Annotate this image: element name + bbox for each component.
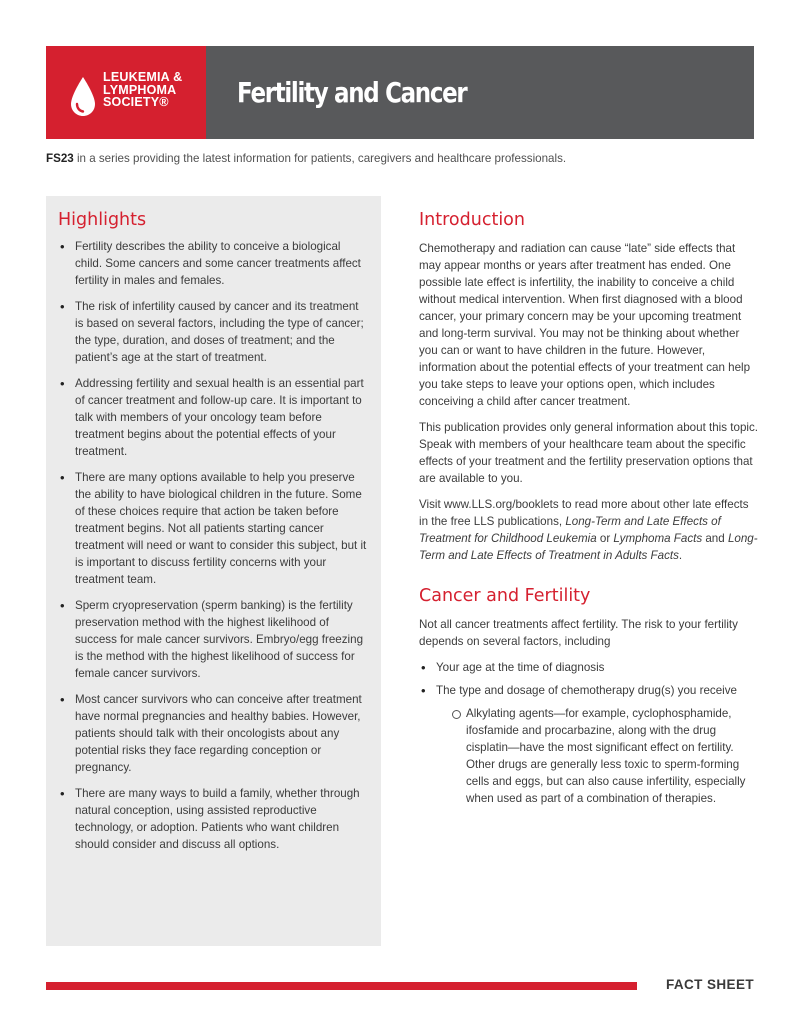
risk-factor-text: The type and dosage of chemotherapy drug(s) you receive	[436, 684, 737, 697]
cancer-fertility-intro: Not all cancer treatments affect fertility. The risk to your fertility depends on several factors, including	[419, 618, 738, 648]
footer-bar	[46, 982, 637, 990]
series-code: FS23	[46, 152, 74, 165]
publication-title-3: Long-Term and Late Effects of Treatment in Adults Facts	[419, 532, 758, 562]
highlights-panel	[46, 196, 381, 946]
joiner-and: and	[702, 532, 728, 545]
drug-sublist	[436, 705, 759, 807]
logo-line-2: LYMPHOMA	[103, 82, 177, 97]
highlight-item: • Fertility describes the ability to conceive a biological child. Some cancers and some cancer treatments affect fertility in males and females.	[58, 238, 369, 289]
lls-logo	[46, 46, 206, 139]
page-title: Fertility and Cancer	[237, 76, 467, 109]
introduction-paragraph-3	[419, 496, 759, 564]
introduction-paragraph-2: This publication provides only general information about this topic. Speak with members of your healthcare team about the specific effects of your treatment and the fertility preservation options that are available to you.	[419, 421, 758, 485]
fact-sheet-label: FACT SHEET	[665, 977, 754, 992]
logo-wordmark	[103, 71, 182, 109]
title-bar	[206, 46, 754, 139]
highlight-item: • Addressing fertility and sexual health is an essential part of cancer treatment and follow-up care. It is important to talk with members of your oncology team before treatment begins about the potential effects of your treatment.	[58, 375, 369, 460]
introduction-title: Introduction	[419, 210, 525, 230]
highlights-list	[58, 238, 369, 853]
page-header	[46, 46, 754, 139]
series-text: in a series providing the latest information for patients, caregivers and healthcare professionals.	[76, 152, 567, 165]
visit-text: Visit www.LLS.org/booklets to read more about other late effects in the free LLS publications,	[419, 498, 749, 528]
risk-factors-list	[419, 659, 759, 807]
main-column	[419, 210, 759, 813]
introduction-paragraph-1: Chemotherapy and radiation can cause “late” side effects that may appear months or years after treatment has ended. One possible late effect is infertility, the inability to conceive a child without medical intervention. When first diagnosed with a blood cancer, your primary concern may be your upcoming treatment and long-term survival. You may not be thinking about whether you can or want to have children in the future. However, information about the potential effects of your treatment can help you take steps to leave your options open, which includes conceiving a child after cancer treatment.	[419, 242, 751, 408]
logo-line-3: SOCIETY®	[103, 95, 169, 109]
highlight-item: • There are many ways to build a family, whether through natural conception, using assisted reproductive technology, or adoption. Patients who want children should consider and discuss all options.	[58, 785, 369, 853]
series-line	[46, 152, 566, 165]
highlight-item: • There are many options available to help you preserve the ability to have biological children in the future. Some of these choices require that action be taken before treatment begins. Not all patients starting cancer treatment will need or want to consider this subject, but it is important to discuss fertility concerns with your treatment team.	[58, 469, 369, 588]
highlight-item: • Most cancer survivors who can conceive after treatment have normal pregnancies and healthy babies. However, patients should talk with their oncologists about any potential risks they face regarding conception or pregnancy.	[58, 691, 369, 776]
joiner-or: or	[596, 532, 614, 545]
logo-line-1: LEUKEMIA &	[103, 70, 183, 84]
publication-title-1: Long-Term and Late Effects of Treatment for Childhood Leukemia	[419, 515, 721, 545]
risk-factor-item: • Your age at the time of diagnosis	[419, 659, 759, 676]
blood-drop-icon	[68, 76, 98, 118]
period: .	[678, 549, 683, 562]
risk-factor-item	[419, 682, 759, 807]
highlights-title: Highlights	[58, 210, 147, 230]
highlight-item: • The risk of infertility caused by cancer and its treatment is based on several factors, including the type of cancer; the type, duration, and doses of treatment; and the patient’s age at the start of treatment.	[58, 298, 369, 366]
publication-title-2: Lymphoma Facts	[613, 532, 703, 545]
cancer-fertility-title: Cancer and Fertility	[419, 586, 591, 606]
highlight-item: • Sperm cryopreservation (sperm banking) is the fertility preservation method with the highest likelihood of success for male cancer survivors. Embryo/egg freezing is the method with the highest likelihood of success for female cancer survivors.	[58, 597, 369, 682]
drug-subitem: Alkylating agents—for example, cyclophosphamide, ifosfamide and procarbazine, along with the drug cisplatin—have the most significant effect on fertility. Other drugs are generally less toxic to sperm-forming cells and eggs, but can also cause infertility, especially when used as part of a combination of therapies.	[436, 705, 759, 807]
